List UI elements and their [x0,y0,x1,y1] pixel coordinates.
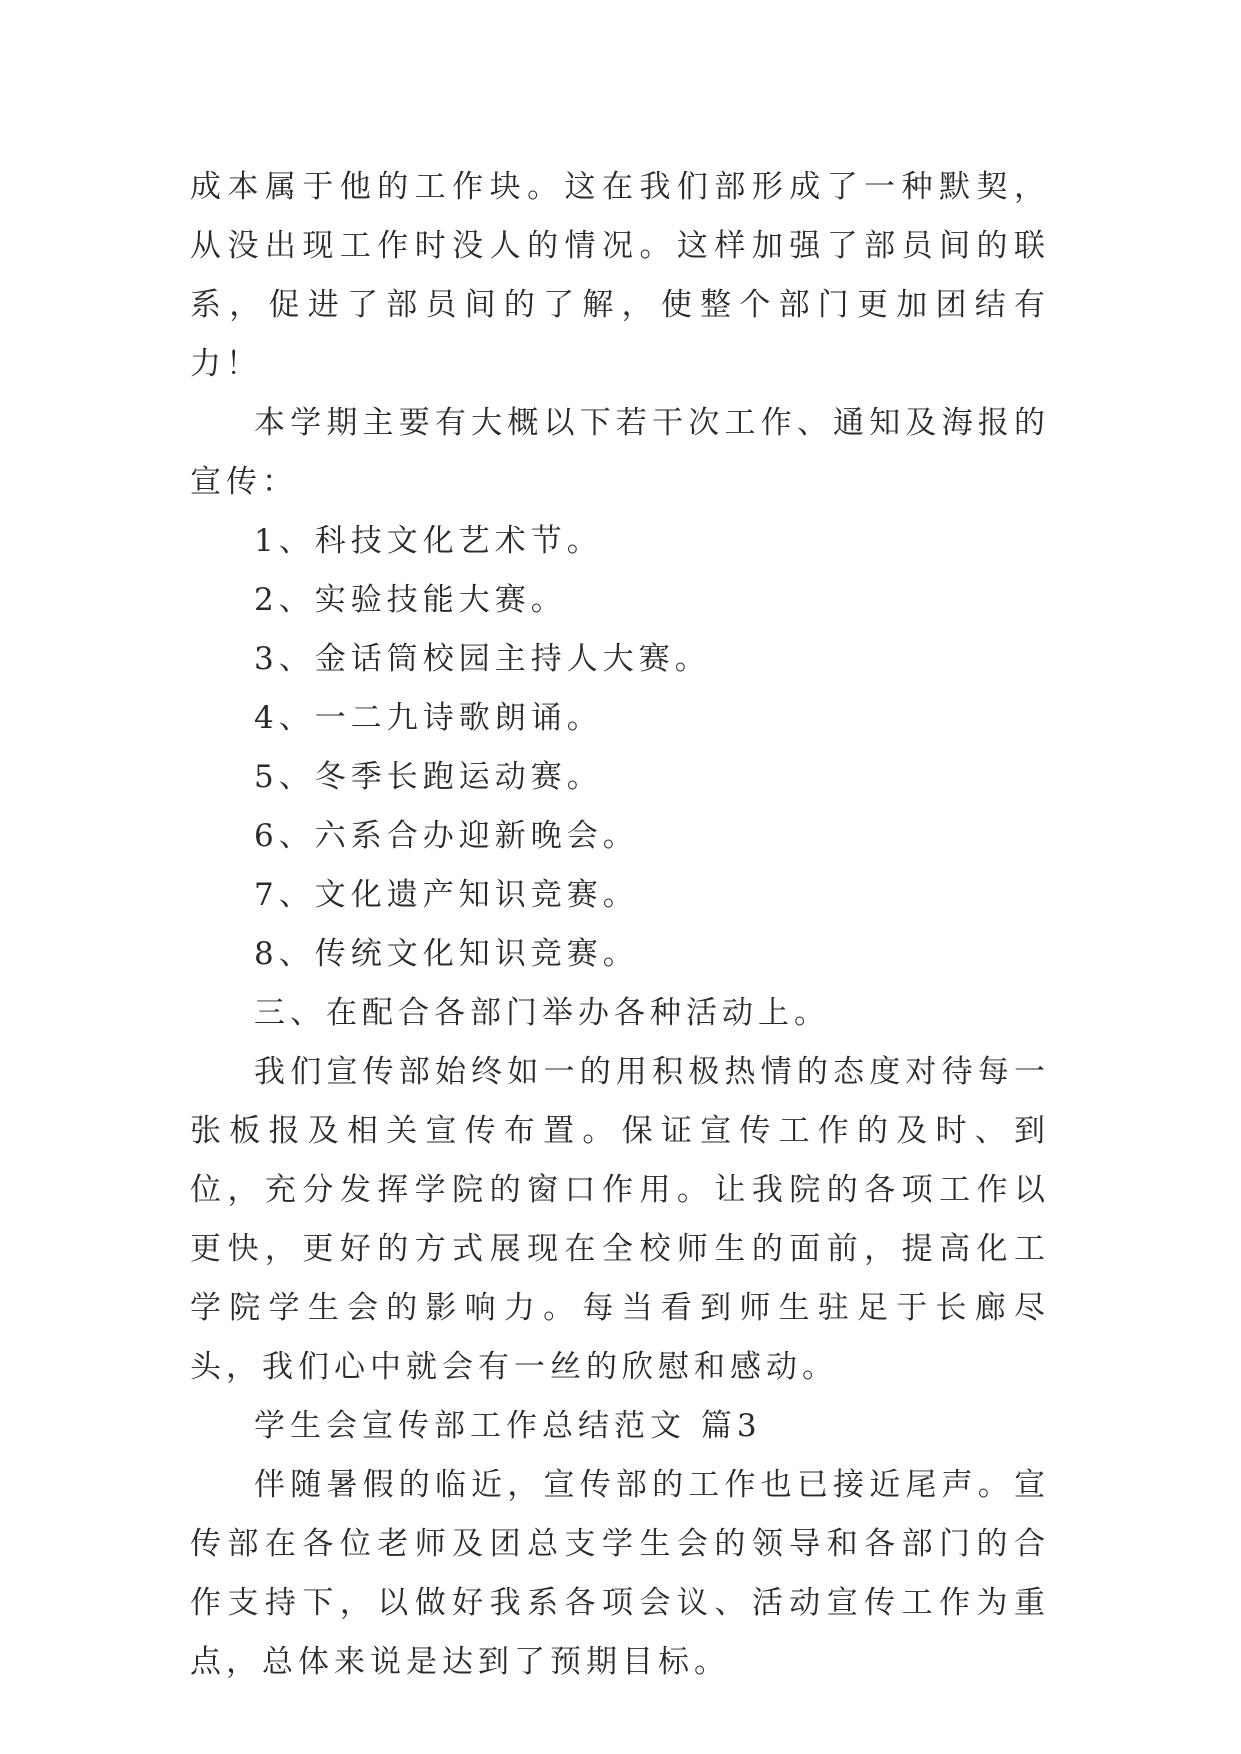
paragraph-intro-list: 本学期主要有大概以下若干次工作、通知及海报的宣传： [190,405,1050,500]
document-body [190,158,1050,1692]
paragraph-body: 伴随暑假的临近，宣传部的工作也已接近尾声。宣传部在各位老师及团总支学生会的领导和各部门的合作支持下，以做好我系各项会议、活动宣传工作为重点，总体来说是达到了预期目标。 [190,1467,1050,1680]
list-item: 4、一二九诗歌朗诵。 [254,700,603,736]
list-item: 6、六系合办迎新晚会。 [254,818,639,854]
list-item: 3、金话筒校园主持人大赛。 [254,641,711,677]
list-item: 5、冬季长跑运动赛。 [254,759,603,795]
list-item: 7、文化遗产知识竞赛。 [254,877,639,913]
paragraph-body: 我们宣传部始终如一的用积极热情的态度对待每一张板报及相关宣传布置。保证宣传工作的及时、到位，充分发挥学院的窗口作用。让我院的各项工作以更快，更好的方式展现在全校师生的面前，提高化工学院学生会的影响力。每当看到师生驻足于长廊尽头，我们心中就会有一丝的欣慰和感动。 [190,1054,1050,1385]
list-item: 8、传统文化知识竞赛。 [254,936,639,972]
section-heading: 三、在配合各部门举办各种活动上。 [254,995,830,1031]
paragraph-continuation: 成本属于他的工作块。这在我们部形成了一种默契，从没出现工作时没人的情况。这样加强了部员间的联系，促进了部员间的了解，使整个部门更加团结有力！ [190,169,1050,382]
list-item: 1、科技文化艺术节。 [254,523,603,559]
list-item: 2、实验技能大赛。 [254,582,567,618]
article-title: 学生会宣传部工作总结范文 篇3 [254,1408,762,1444]
